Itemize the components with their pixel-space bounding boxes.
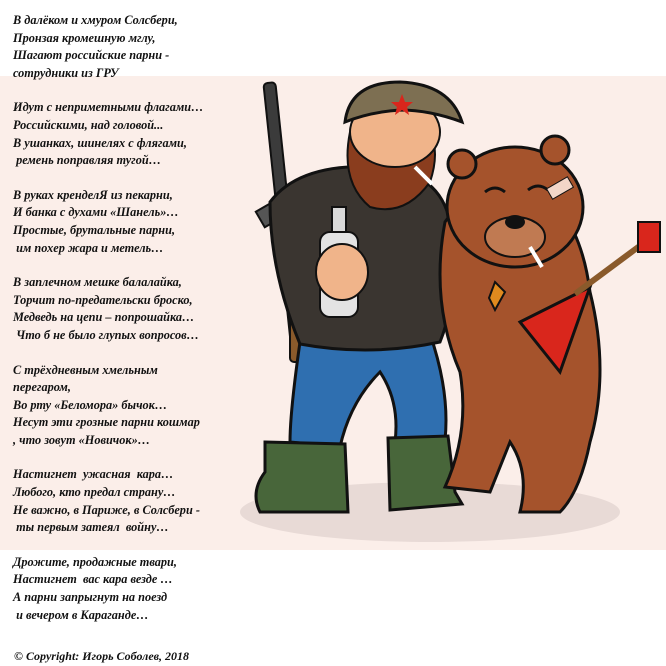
poem-line: А парни запрыгнут на поезд <box>13 590 168 605</box>
poem-line: Шагают российские парни - <box>13 48 170 63</box>
poem-line: и вечером в Караганде… <box>13 607 149 622</box>
poem-line: Российскими, над головой... <box>13 117 164 132</box>
poem-line: Настигнет вас кара везде … <box>13 572 173 587</box>
poem-stanza <box>13 554 263 624</box>
poem-stanza <box>13 466 263 536</box>
poem-stanza <box>13 12 263 82</box>
poem-line: С трёхдневным хмельным <box>13 362 158 377</box>
poem-line: Что б не было глупых вопросов… <box>13 327 199 342</box>
poem-line: ты первым затеял войну… <box>13 520 169 535</box>
poem-stanza <box>13 362 263 450</box>
poem-line: Пронзая кромешную мглу, <box>13 30 156 45</box>
poem-line: Простые, брутальные парни, <box>13 222 176 237</box>
poem-line: Идут с неприметными флагами… <box>13 100 204 115</box>
poem-line: Несут эти грозные парни кошмар <box>13 415 200 430</box>
man-hand <box>316 244 368 300</box>
poem-line: В ушанках, шинелях с флягами, <box>13 135 187 150</box>
poem-line: , что зовут «Новичок»… <box>13 432 151 447</box>
cartoon-illustration <box>230 72 666 542</box>
poem-line: В руках кренделЯ из пекарни, <box>13 187 173 202</box>
poem-stanza <box>13 187 263 257</box>
poem-line: Медведь на цепи – попрошайка… <box>13 310 195 325</box>
poem-line: им похер жара и метель… <box>13 240 164 255</box>
poem-line: ремень поправляя тугой… <box>13 153 161 168</box>
poem-line: Любого, кто предал страну… <box>13 485 176 500</box>
poem-line: Торчит по-предательски броско, <box>13 292 193 307</box>
poem-line: Во рту «Беломора» бычок… <box>13 397 168 412</box>
copyright-text: © Copyright: Игорь Соболев, 2018 <box>14 649 190 663</box>
poem-line: сотрудники из ГРУ <box>13 65 119 80</box>
poem-text <box>13 12 263 641</box>
poem-stanza <box>13 99 263 169</box>
poem-line: Настигнет ужасная кара… <box>13 467 174 482</box>
poem-line: Дрожите, продажные твари, <box>13 554 177 569</box>
poem-line: В далёком и хмуром Солсбери, <box>13 13 178 27</box>
left-boot <box>256 442 348 512</box>
poem-stanza <box>13 274 263 344</box>
poem-line: Не важно, в Париже, в Солсбери - <box>13 502 200 517</box>
poem-line: В заплечном мешке балалайка, <box>13 275 182 290</box>
poem-line: И банка с духами «Шанель»… <box>13 205 179 220</box>
poem-line: перегаром, <box>13 380 71 395</box>
